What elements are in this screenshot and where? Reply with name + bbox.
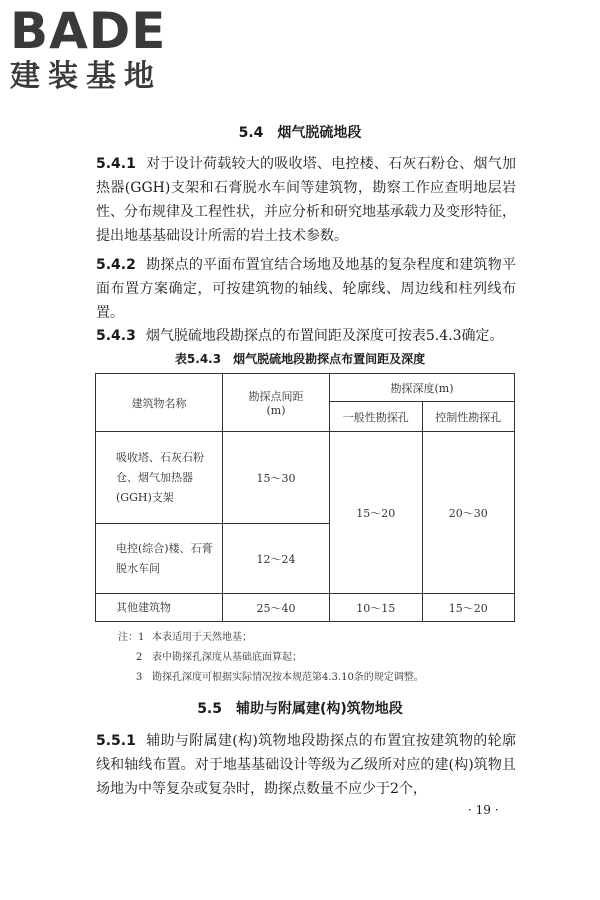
clause-text: 勘探点的平面布置宜结合场地及地基的复杂程度和建筑物平面布置方案确定，可按建筑物的轴线、轮廓线、周边线和柱列线布置。 [96, 257, 516, 321]
clause-number: 5.4.2 [96, 257, 136, 273]
row-spacing: 25～40 [223, 594, 330, 622]
clause-text: 辅助与附属建(构)筑物地段勘探点的布置宜按建筑物的轮廓线和轴线布置。对于地基基础设计等级为乙级所对应的建(构)筑物且场地为中等复杂或复杂时，勘探点数量不应少于2个， [96, 733, 516, 797]
note-item: 2 表中勘探孔深度从基础底面算起； [136, 652, 302, 663]
logo-brand: BADE [10, 2, 167, 60]
logo [10, 2, 180, 95]
clause-5-5-1 [96, 729, 516, 801]
section-title-5-4: 5.4 烟气脱硫地段 [238, 125, 362, 141]
header-general-hole: 一般性勘探孔 [330, 402, 423, 432]
clause-5-4-1 [96, 152, 516, 248]
row-general-depth: 10～15 [330, 594, 423, 622]
note-item: 3 勘探孔深度可根据实际情况按本规范第4.3.10条的规定调整。 [136, 672, 424, 683]
section-title-5-5: 5.5 辅助与附属建(构)筑物地段 [197, 701, 403, 717]
page-number: · 19 · [468, 803, 499, 817]
clause-text: 对于设计荷载较大的吸收塔、电控楼、石灰石粉仓、烟气加热器(GGH)支架和石膏脱水车间等建筑物，勘察工作应查明地层岩性、分布规律及工程性状，并应分析和研究地基承载力及变形特征，提出地基基础设计所需的岩土技术参数。 [96, 156, 516, 244]
merged-general-depth: 15～20 [330, 432, 423, 594]
header-depth: 勘探深度(m) [330, 374, 515, 402]
table-row [96, 594, 515, 622]
table-row [96, 432, 515, 524]
clause-number: 5.4.1 [96, 156, 136, 172]
logo-subtitle: 建装基地 [10, 59, 162, 94]
note-item: 注：1 本表适用于天然地基； [118, 632, 252, 643]
table-caption: 表5.4.3 烟气脱硫地段勘探点布置间距及深度 [174, 352, 426, 366]
header-spacing: 勘探点间距 (m) [223, 374, 330, 432]
header-control-hole: 控制性勘探孔 [422, 402, 515, 432]
spacing-depth-table [95, 373, 515, 622]
row-name: 电控(综合)楼、石膏脱水车间 [96, 524, 223, 594]
row-name: 其他建筑物 [96, 594, 223, 622]
header-building: 建筑物名称 [96, 374, 223, 432]
row-spacing: 12～24 [223, 524, 330, 594]
row-name: 吸收塔、石灰石粉仓、烟气加热器(GGH)支架 [96, 432, 223, 524]
clause-text: 烟气脱硫地段勘探点的布置间距及深度可按表5.4.3确定。 [145, 328, 504, 344]
clause-number: 5.5.1 [96, 733, 136, 749]
row-control-depth: 15～20 [422, 594, 515, 622]
table-notes [118, 628, 478, 688]
clause-5-4-2 [96, 253, 516, 325]
merged-control-depth: 20～30 [422, 432, 515, 594]
clause-number: 5.4.3 [96, 328, 136, 344]
clause-5-4-3 [96, 324, 516, 348]
row-spacing: 15～30 [223, 432, 330, 524]
